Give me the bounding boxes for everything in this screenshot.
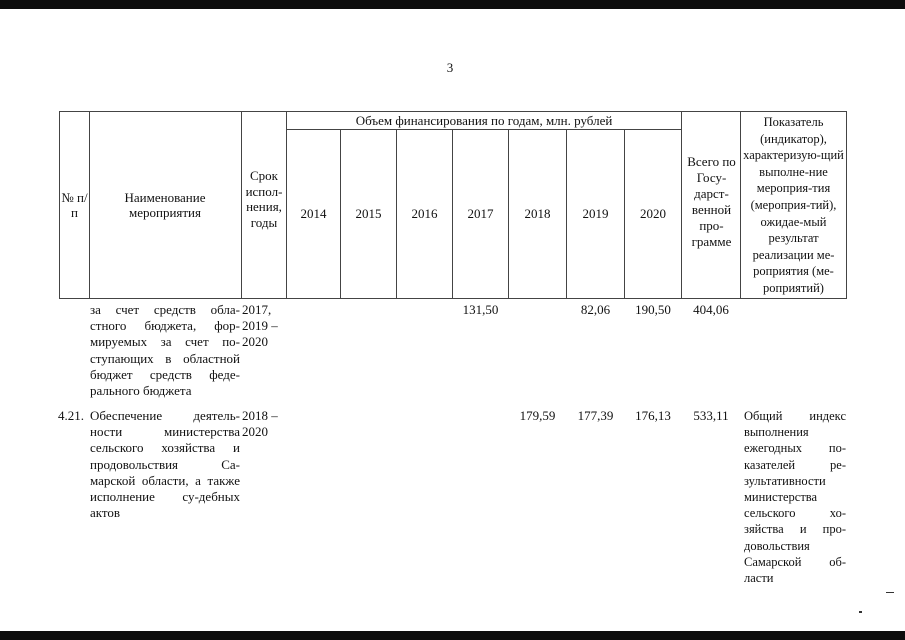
header-name: Наименование мероприятия <box>124 190 206 220</box>
grid-line <box>89 111 90 299</box>
row2-num: 4.21. <box>58 408 84 423</box>
header-term: Срок испол-нения, годы <box>245 168 283 230</box>
bottom-border-bar <box>0 631 905 640</box>
grid-line <box>286 111 287 299</box>
row2-value-2020: 176,13 <box>635 408 671 423</box>
page-number: 3 <box>446 60 454 75</box>
grid-line <box>846 111 847 299</box>
row1-total: 404,06 <box>693 302 729 317</box>
header-year-2014: 2014 <box>300 206 327 221</box>
row1-name: за счет средств обла-стного бюджета, фор-мируемых за счет по-ступающих в областной бюджет средств феде-рального бюджета <box>90 302 240 399</box>
scan-mark <box>859 611 862 613</box>
row2-total: 533,11 <box>693 408 729 423</box>
header-year-2017: 2017 <box>467 206 494 221</box>
header-top-rule <box>59 111 847 112</box>
row1-value-2017: 131,50 <box>462 302 499 317</box>
row2-name: Обеспечение деятель-ности министерства сельского хозяйства и продовольствия Са-марской области, а также исполнение су-дебных актов <box>90 408 240 521</box>
header-year-2020: 2020 <box>640 206 666 221</box>
funding-group-rule <box>286 129 681 130</box>
header-year-2015: 2015 <box>355 206 382 221</box>
row1-value-2020: 190,50 <box>635 302 671 317</box>
grid-line <box>740 111 741 299</box>
row1-term: 2017, 2019 – 2020 <box>242 302 278 350</box>
header-num: № п/п <box>61 190 88 220</box>
top-border-bar <box>0 0 905 9</box>
scan-mark <box>886 592 894 593</box>
header-funding-group: Объем финансирования по годам, млн. рублей <box>355 113 613 128</box>
grid-line <box>681 111 682 299</box>
row2-value-2018: 179,59 <box>519 408 556 423</box>
header-total: Всего по Госу-дарст-венной про-грамме <box>687 154 736 249</box>
header-year-2016: 2016 <box>411 206 438 221</box>
row1-value-2019: 82,06 <box>580 302 611 317</box>
header-bottom-rule <box>59 298 847 299</box>
header-year-2018: 2018 <box>524 206 551 221</box>
header-indicator: Показатель (индикатор), характеризую-щий выполне-ние мероприя-тия (мероприя-тий), ожидае-мый результат реализации ме-роприятия (ме-роприятий) <box>743 115 844 295</box>
row2-value-2019: 177,39 <box>577 408 614 423</box>
header-year-2019: 2019 <box>582 206 609 221</box>
row2-term: 2018 – 2020 <box>242 408 278 440</box>
row2-indicator: Общий индекс выполнения ежегодных по-казателей ре-зультативности министерства сельского хо-зяйства и про-довольствия Самарской об-ласти <box>744 409 846 586</box>
